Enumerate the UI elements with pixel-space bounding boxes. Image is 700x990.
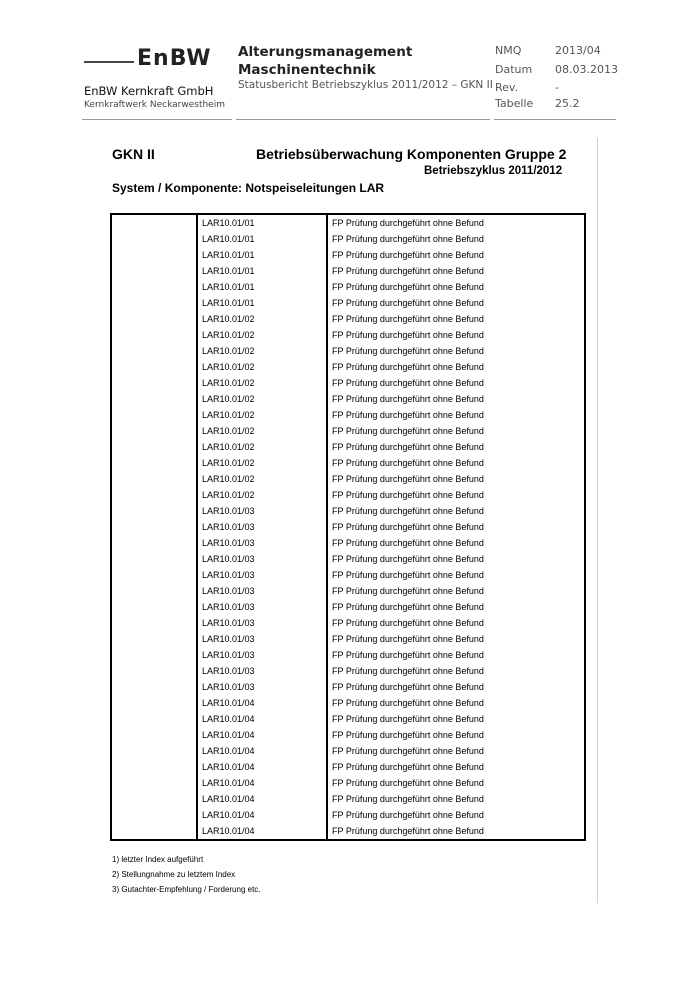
- document-subtitle: Statusbericht Betriebszyklus 2011/2012 – GKN II: [238, 79, 493, 91]
- component-id-cell: LAR10.01/02: [202, 378, 255, 388]
- finding-cell: FP Prüfung durchgeführt ohne Befund: [332, 650, 484, 660]
- finding-cell: FP Prüfung durchgeführt ohne Befund: [332, 474, 484, 484]
- table-row: [112, 281, 584, 297]
- finding-cell: FP Prüfung durchgeführt ohne Befund: [332, 298, 484, 308]
- component-id-cell: LAR10.01/03: [202, 522, 255, 532]
- finding-cell: FP Prüfung durchgeführt ohne Befund: [332, 314, 484, 324]
- table-row: [112, 297, 584, 313]
- margin-line: [597, 138, 598, 903]
- component-id-cell: LAR10.01/02: [202, 474, 255, 484]
- table-row: [112, 761, 584, 777]
- cycle-label: Betriebszyklus 2011/2012: [424, 165, 563, 177]
- finding-cell: FP Prüfung durchgeführt ohne Befund: [332, 282, 484, 292]
- table-row: [112, 425, 584, 441]
- finding-cell: FP Prüfung durchgeführt ohne Befund: [332, 346, 484, 356]
- finding-cell: FP Prüfung durchgeführt ohne Befund: [332, 218, 484, 228]
- table-row: [112, 521, 584, 537]
- table-row: [112, 665, 584, 681]
- component-id-cell: LAR10.01/01: [202, 298, 255, 308]
- meta-label-tabelle: Tabelle: [495, 97, 534, 110]
- table-row: [112, 505, 584, 521]
- table-body: [112, 217, 584, 841]
- meta-label-datum: Datum: [495, 63, 533, 76]
- finding-cell: FP Prüfung durchgeführt ohne Befund: [332, 634, 484, 644]
- meta-value-nmq: 2013/04: [555, 44, 601, 57]
- table-row: [112, 569, 584, 585]
- table-row: [112, 825, 584, 841]
- component-id-cell: LAR10.01/04: [202, 794, 255, 804]
- table-row: [112, 681, 584, 697]
- meta-label-rev: Rev.: [495, 81, 519, 94]
- component-id-cell: LAR10.01/01: [202, 250, 255, 260]
- component-id-cell: LAR10.01/01: [202, 218, 255, 228]
- finding-cell: FP Prüfung durchgeführt ohne Befund: [332, 714, 484, 724]
- finding-cell: FP Prüfung durchgeführt ohne Befund: [332, 250, 484, 260]
- finding-cell: FP Prüfung durchgeführt ohne Befund: [332, 522, 484, 532]
- component-id-cell: LAR10.01/03: [202, 682, 255, 692]
- logo-line: [84, 61, 134, 63]
- finding-cell: FP Prüfung durchgeführt ohne Befund: [332, 378, 484, 388]
- finding-cell: FP Prüfung durchgeführt ohne Befund: [332, 666, 484, 676]
- table-row: [112, 473, 584, 489]
- finding-cell: FP Prüfung durchgeführt ohne Befund: [332, 698, 484, 708]
- component-id-cell: LAR10.01/02: [202, 490, 255, 500]
- component-id-cell: LAR10.01/02: [202, 362, 255, 372]
- component-id-cell: LAR10.01/02: [202, 426, 255, 436]
- component-id-cell: LAR10.01/02: [202, 314, 255, 324]
- finding-cell: FP Prüfung durchgeführt ohne Befund: [332, 730, 484, 740]
- table-row: [112, 633, 584, 649]
- company-name: EnBW Kernkraft GmbH: [84, 84, 214, 98]
- component-id-cell: LAR10.01/01: [202, 266, 255, 276]
- unit-label: GKN II: [112, 146, 155, 162]
- finding-cell: FP Prüfung durchgeführt ohne Befund: [332, 554, 484, 564]
- header-rule-right: [494, 119, 616, 120]
- table-row: [112, 729, 584, 745]
- system-label: System / Komponente: Notspeiseleitungen LAR: [112, 181, 385, 195]
- page-title: Betriebsüberwachung Komponenten Gruppe 2: [256, 146, 567, 162]
- finding-cell: FP Prüfung durchgeführt ohne Befund: [332, 682, 484, 692]
- component-id-cell: LAR10.01/04: [202, 778, 255, 788]
- component-id-cell: LAR10.01/01: [202, 282, 255, 292]
- finding-cell: FP Prüfung durchgeführt ohne Befund: [332, 394, 484, 404]
- finding-cell: FP Prüfung durchgeführt ohne Befund: [332, 570, 484, 580]
- table-row: [112, 361, 584, 377]
- table-row: [112, 649, 584, 665]
- table-row: [112, 265, 584, 281]
- document-title-line1: Alterungsmanagement: [238, 44, 413, 60]
- component-table: [110, 213, 586, 841]
- component-id-cell: LAR10.01/02: [202, 394, 255, 404]
- table-row: [112, 345, 584, 361]
- component-id-cell: LAR10.01/01: [202, 234, 255, 244]
- footnote-3: 3) Gutachter-Empfehlung / Forderung etc.: [112, 885, 261, 894]
- table-row: [112, 441, 584, 457]
- table-row: [112, 489, 584, 505]
- component-id-cell: LAR10.01/03: [202, 634, 255, 644]
- table-row: [112, 617, 584, 633]
- component-id-cell: LAR10.01/03: [202, 586, 255, 596]
- component-id-cell: LAR10.01/03: [202, 554, 255, 564]
- component-id-cell: LAR10.01/04: [202, 730, 255, 740]
- finding-cell: FP Prüfung durchgeführt ohne Befund: [332, 426, 484, 436]
- finding-cell: FP Prüfung durchgeführt ohne Befund: [332, 762, 484, 772]
- table-row: [112, 601, 584, 617]
- finding-cell: FP Prüfung durchgeführt ohne Befund: [332, 442, 484, 452]
- finding-cell: FP Prüfung durchgeführt ohne Befund: [332, 810, 484, 820]
- finding-cell: FP Prüfung durchgeführt ohne Befund: [332, 826, 484, 836]
- finding-cell: FP Prüfung durchgeführt ohne Befund: [332, 794, 484, 804]
- component-id-cell: LAR10.01/03: [202, 650, 255, 660]
- table-row: [112, 777, 584, 793]
- table-row: [112, 233, 584, 249]
- footnote-2: 2) Stellungnahme zu letztem Index: [112, 870, 236, 879]
- component-id-cell: LAR10.01/04: [202, 762, 255, 772]
- table-row: [112, 713, 584, 729]
- footnote-1: 1) letzter Index aufgeführt: [112, 855, 204, 864]
- table-row: [112, 377, 584, 393]
- component-id-cell: LAR10.01/04: [202, 810, 255, 820]
- meta-value-datum: 08.03.2013: [555, 63, 618, 76]
- component-id-cell: LAR10.01/03: [202, 570, 255, 580]
- finding-cell: FP Prüfung durchgeführt ohne Befund: [332, 586, 484, 596]
- component-id-cell: LAR10.01/03: [202, 666, 255, 676]
- table-row: [112, 697, 584, 713]
- component-id-cell: LAR10.01/02: [202, 330, 255, 340]
- table-row: [112, 329, 584, 345]
- component-id-cell: LAR10.01/02: [202, 442, 255, 452]
- table-row: [112, 793, 584, 809]
- finding-cell: FP Prüfung durchgeführt ohne Befund: [332, 506, 484, 516]
- header-rule-middle: [236, 119, 490, 120]
- component-id-cell: LAR10.01/04: [202, 826, 255, 836]
- table-row: [112, 553, 584, 569]
- finding-cell: FP Prüfung durchgeführt ohne Befund: [332, 266, 484, 276]
- table-row: [112, 457, 584, 473]
- site-name: Kernkraftwerk Neckarwestheim: [84, 100, 225, 110]
- component-id-cell: LAR10.01/04: [202, 714, 255, 724]
- document-title-line2: Maschinentechnik: [238, 62, 376, 78]
- finding-cell: FP Prüfung durchgeführt ohne Befund: [332, 490, 484, 500]
- table-row: [112, 809, 584, 825]
- finding-cell: FP Prüfung durchgeführt ohne Befund: [332, 602, 484, 612]
- meta-label-nmq: NMQ: [495, 44, 522, 57]
- component-id-cell: LAR10.01/03: [202, 506, 255, 516]
- meta-value-rev: -: [555, 81, 559, 94]
- table-row: [112, 745, 584, 761]
- component-id-cell: LAR10.01/03: [202, 538, 255, 548]
- finding-cell: FP Prüfung durchgeführt ohne Befund: [332, 362, 484, 372]
- finding-cell: FP Prüfung durchgeführt ohne Befund: [332, 234, 484, 244]
- table-row: [112, 393, 584, 409]
- component-id-cell: LAR10.01/04: [202, 746, 255, 756]
- table-row: [112, 537, 584, 553]
- table-row: [112, 249, 584, 265]
- table-row: [112, 313, 584, 329]
- finding-cell: FP Prüfung durchgeführt ohne Befund: [332, 410, 484, 420]
- enbw-logo: EnBW: [137, 46, 212, 71]
- finding-cell: FP Prüfung durchgeführt ohne Befund: [332, 330, 484, 340]
- component-id-cell: LAR10.01/03: [202, 602, 255, 612]
- meta-value-tabelle: 25.2: [555, 97, 580, 110]
- component-id-cell: LAR10.01/04: [202, 698, 255, 708]
- finding-cell: FP Prüfung durchgeführt ohne Befund: [332, 538, 484, 548]
- table-row: [112, 585, 584, 601]
- header-rule-left: [82, 119, 232, 120]
- component-id-cell: LAR10.01/02: [202, 410, 255, 420]
- component-id-cell: LAR10.01/02: [202, 346, 255, 356]
- finding-cell: FP Prüfung durchgeführt ohne Befund: [332, 618, 484, 628]
- finding-cell: FP Prüfung durchgeführt ohne Befund: [332, 778, 484, 788]
- table-row: [112, 409, 584, 425]
- finding-cell: FP Prüfung durchgeführt ohne Befund: [332, 458, 484, 468]
- component-id-cell: LAR10.01/03: [202, 618, 255, 628]
- component-id-cell: LAR10.01/02: [202, 458, 255, 468]
- table-row: [112, 217, 584, 233]
- finding-cell: FP Prüfung durchgeführt ohne Befund: [332, 746, 484, 756]
